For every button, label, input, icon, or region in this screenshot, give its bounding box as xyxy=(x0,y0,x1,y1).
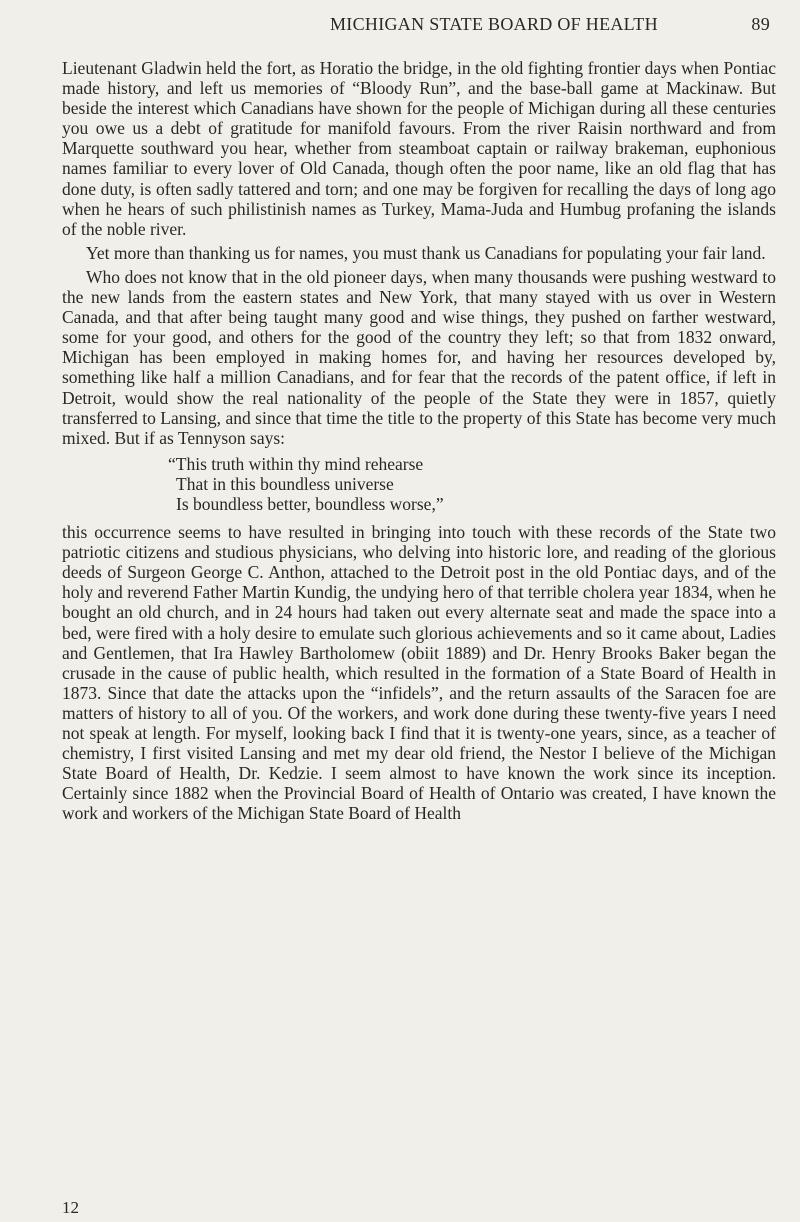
page-number: 89 xyxy=(751,14,770,34)
verse-line-2: That in this boundless universe xyxy=(176,473,394,494)
body-text xyxy=(62,58,776,823)
signature-mark: 12 xyxy=(62,1198,79,1217)
verse-line-3: Is boundless better, boundless worse,” xyxy=(176,493,444,514)
paragraph-3: Who does not know that in the old pioneer days, when many thousands were pushing westward to the new lands from the eastern states and New York, that many stayed with us over in Western Canada, and that after being taught many good and wise things, they pushed on farther westward, some for your good, and others for the good of the country they left; so that from 1832 onward, Michigan has been employed in making homes for, and having her resources developed by, something like half a million Canadians, and for fear that the records of the patent office, if left in Detroit, would show the real nationality of the people of the State they were in 1857, quietly transferred to Lansing, and since that time the title to the property of this State has become very much mixed. But if as Tennyson says: xyxy=(62,266,776,448)
paragraph-2: Yet more than thanking us for names, you must thank us Canadians for populating your fair land. xyxy=(86,242,766,263)
paragraph-4: this occurrence seems to have resulted in bringing into touch with these records of the State two patriotic citizens and studious physicians, who delving into historic lore, and reading of the glorious deeds of Surgeon George C. Anthon, attached to the Detroit post in the old Pontiac days, and of the holy and reverend Father Martin Kundig, the undying hero of that terrible cholera year 1834, when he bought an old church, and in 24 hours had taken out every alternate seat and made the space into a bed, were fired with a holy desire to emulate such glorious achievements and so it came about, Ladies and Gentlemen, that Ira Hawley Bartholomew (obiit 1889) and Dr. Henry Brooks Baker began the crusade in the cause of public health, which resulted in the formation of a State Board of Health in 1873. Since that date the attacks upon the “infidels”, and the return assaults of the Saracen foe are matters of history to all of you. Of the workers, and work done during these twenty-five years I need not speak at length. For myself, looking back I find that it is twenty-one years, since, as a teacher of chemistry, I first visited Lansing and met my dear old friend, the Nestor I believe of the Michigan State Board of Health, Dr. Kedzie. I seem almost to have known the work since its inception. Certainly since 1882 when the Provincial Board of Health of Ontario was created, I have known the work and workers of the Michigan State Board of Health xyxy=(62,522,776,824)
tennyson-quote xyxy=(168,454,776,514)
paragraph-1: Lieutenant Gladwin held the fort, as Horatio the bridge, in the old fighting frontier days when Pontiac made history, and left us memories of “Bloody Run”, and the base-ball game at Mackinaw. But beside the interest which Canadians have shown for the people of Michigan during all these centuries you owe us a debt of gratitude for manifold favours. From the river Raisin northward and from Marquette southward you hear, whether from steamboat captain or railway brakeman, euphonious names familiar to every lover of Old Canada, though often the poor name, like an old flag that has done duty, is often sadly tattered and torn; and one may be forgiven for recalling the days of long ago when he hears of such philistinish names as Turkey, Mama-Juda and Humbug profaning the islands of the noble river. xyxy=(62,58,776,239)
running-header xyxy=(330,14,770,40)
verse-line-1: “This truth within thy mind rehearse xyxy=(168,453,424,474)
header-title: MICHIGAN STATE BOARD OF HEALTH xyxy=(330,14,658,34)
